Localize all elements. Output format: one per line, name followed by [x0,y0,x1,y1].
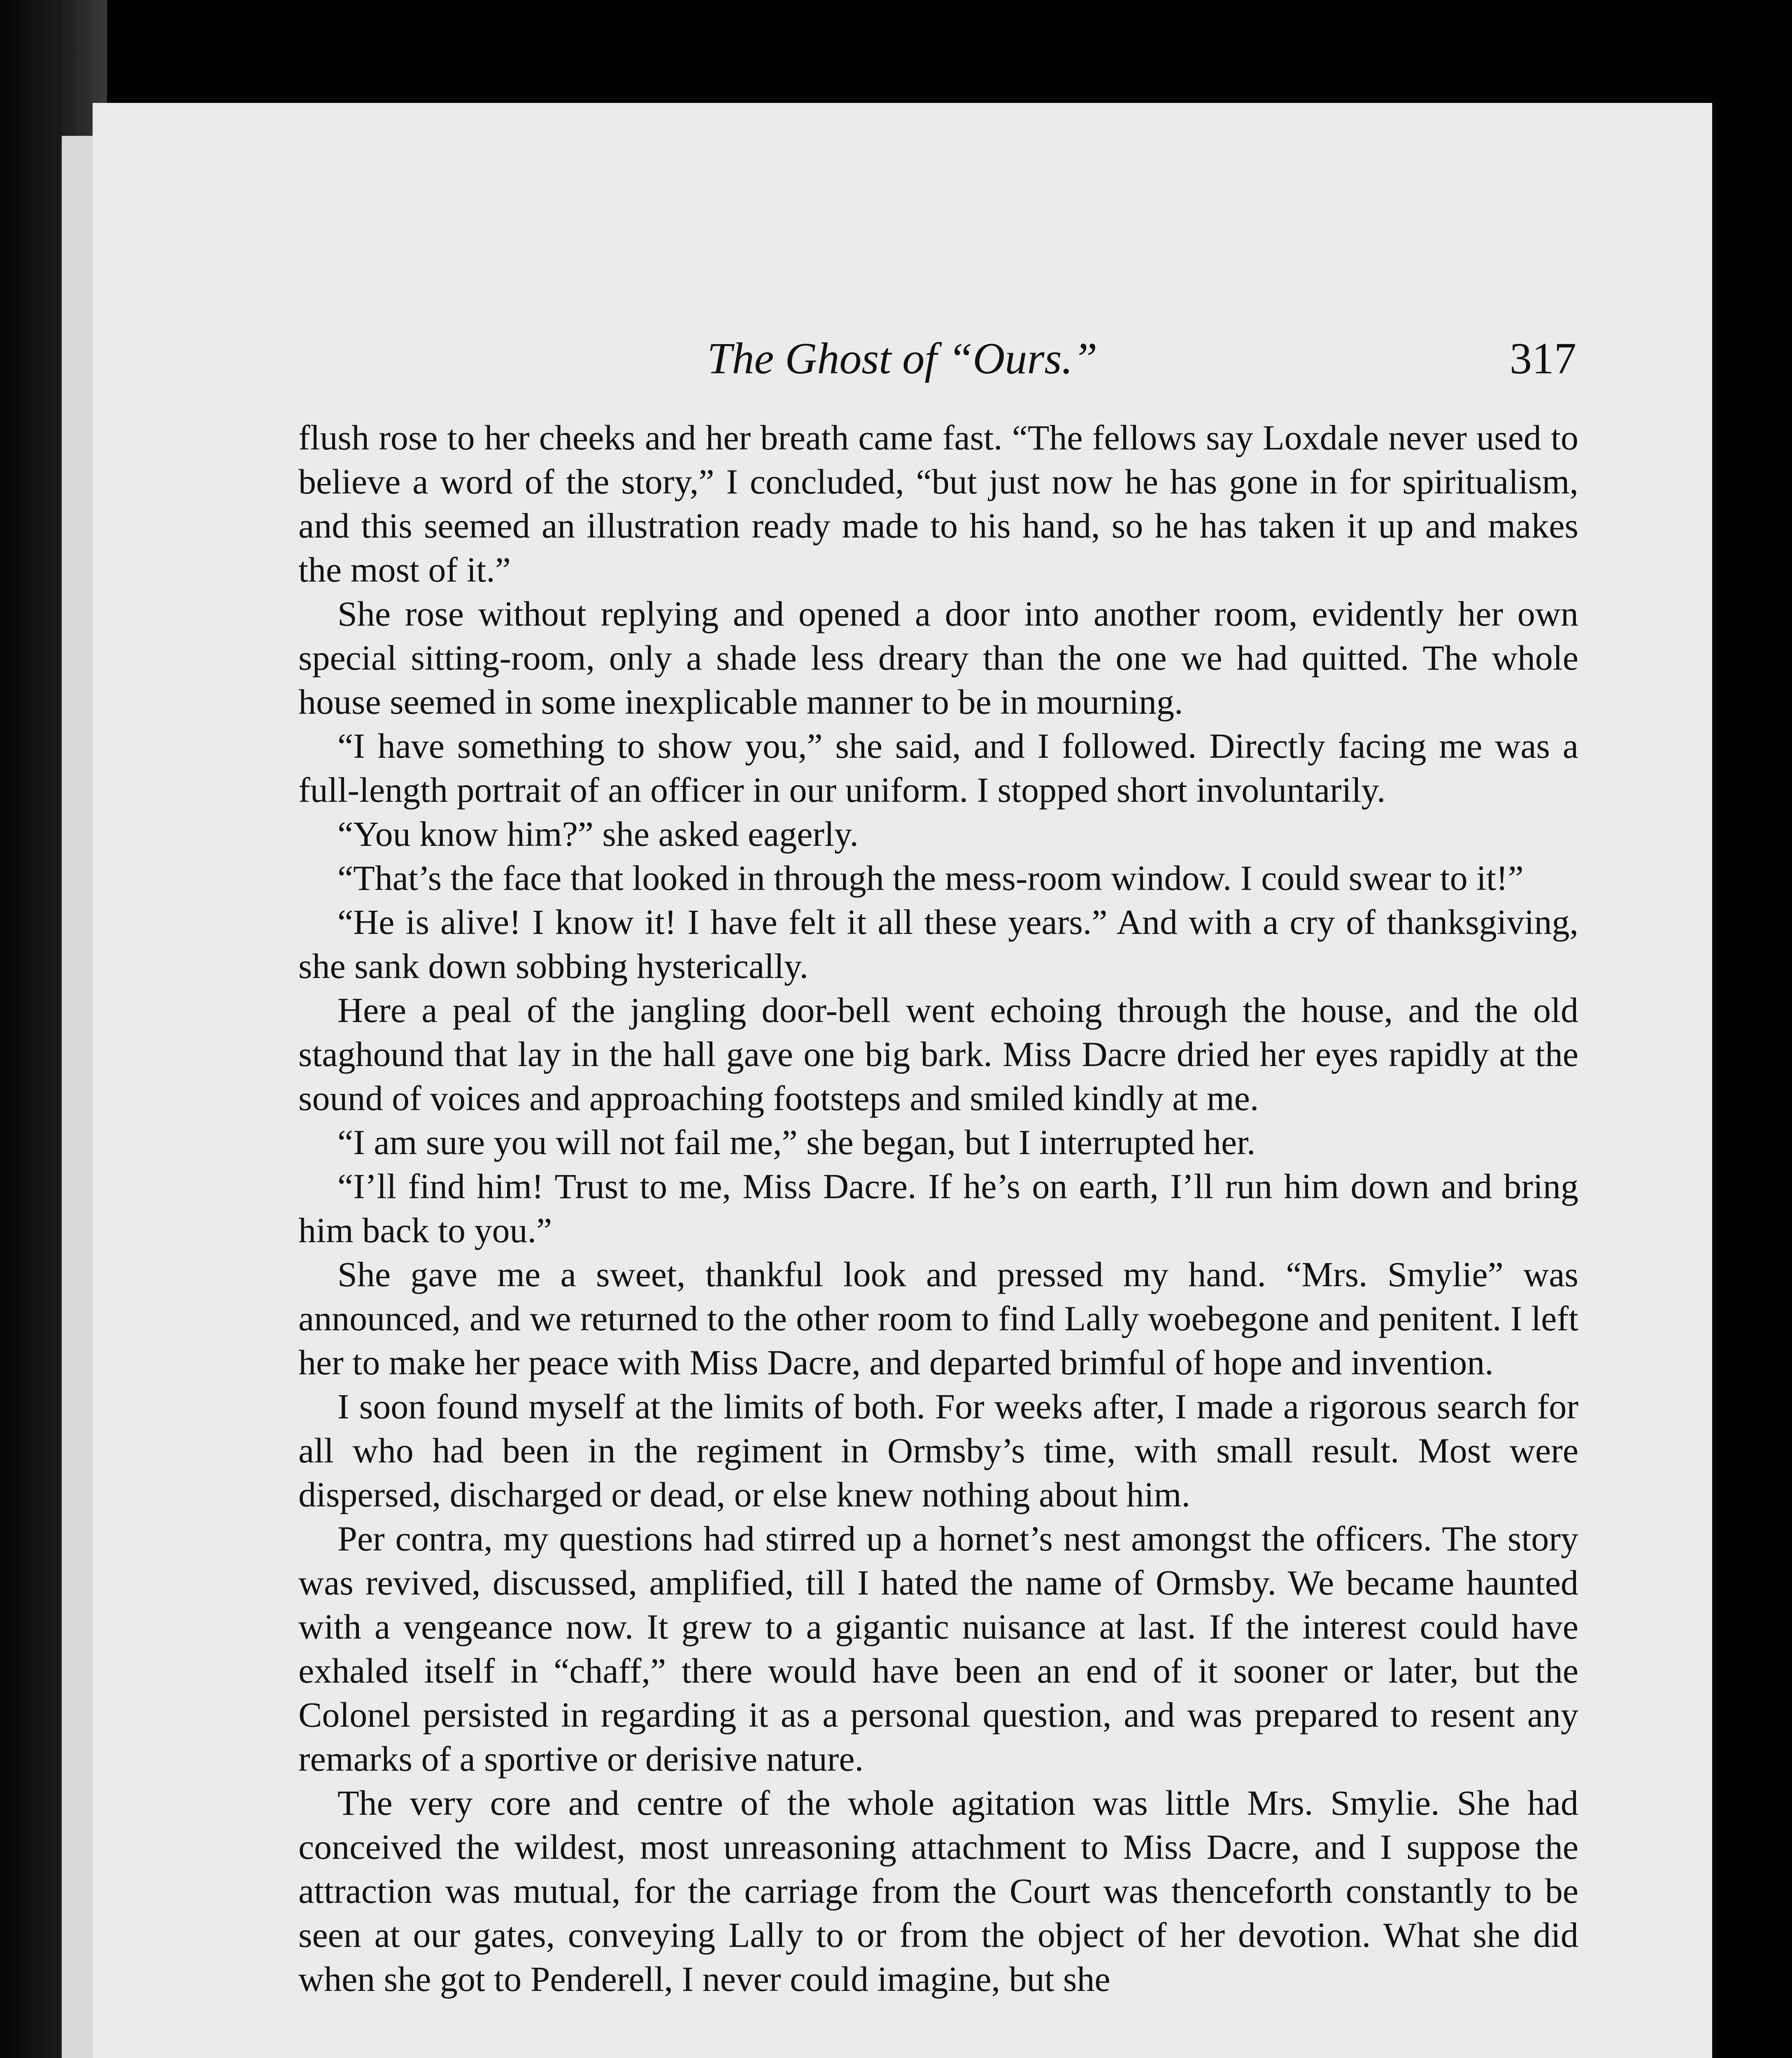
page-number: 317 [1510,334,1576,383]
body-text [298,416,1578,2001]
paragraph: The very core and centre of the whole agitation was little Mrs. Smylie. She had conceived the wildest, most unreasoning attachment to Miss Dacre, and I suppose the attraction was mutual, for the carriage from the Court was thenceforth constantly to be seen at our gates, conveying Lally to or from the object of her devotion. What she did when she got to Penderell, I never could imagine, but she [298,1783,1578,1999]
paragraph: “You know him?” she asked eagerly. [337,814,859,854]
facing-page-edge [62,136,93,2058]
paragraph: flush rose to her cheeks and her breath came fast. “The fellows say Loxdale never used to believe a word of the story,” I concluded, “but just now he has gone in for spiritualism, and this seemed an illustration ready made to his hand, so he has taken it up and makes the most of it.” [298,418,1578,589]
paragraph: I soon found myself at the limits of both. For weeks after, I made a rigorous search for all who had been in the regiment in Ormsby’s time, with small result. Most were dispersed, discharged or dead, or else knew nothing about him. [298,1387,1578,1514]
paragraph: Per contra, my questions had stirred up a hornet’s nest amongst the officers. The story was revived, discussed, amplified, till I hated the name of Ormsby. We became haunted with a vengeance now. It grew to a gigantic nuisance at last. If the interest could have exhaled itself in “chaff,” there would have been an end of it sooner or later, but the Colonel persisted in regarding it as a personal question, and was prepared to resent any remarks of a sportive or derisive nature. [298,1519,1578,1779]
paragraph: “I have something to show you,” she said, and I followed. Directly facing me was a full-length portrait of an officer in our uniform. I stopped short involuntarily. [298,726,1578,810]
paragraph: She rose without replying and opened a door into another room, evidently her own special sitting-room, only a shade less dreary than the one we had quitted. The whole house seemed in some inexplicable manner to be in mourning. [298,594,1578,722]
paragraph: “I am sure you will not fail me,” she began, but I interrupted her. [337,1122,1256,1162]
paragraph: Here a peal of the jangling door-bell went echoing through the house, and the old staghound that lay in the hall gave one big bark. Miss Dacre dried her eyes rapidly at the sound of voices and approaching footsteps and smiled kindly at me. [298,990,1578,1118]
paragraph: “I’ll find him! Trust to me, Miss Dacre. If he’s on earth, I’ll run him down and bring him back to you.” [298,1166,1578,1250]
paragraph: She gave me a sweet, thankful look and pressed my hand. “Mrs. Smylie” was announced, and we returned to the other room to find Lally woebegone and penitent. I left her to make her peace with Miss Dacre, and departed brimful of hope and invention. [298,1255,1578,1382]
book-page [93,103,1712,2058]
paragraph: “He is alive! I know it! I have felt it all these years.” And with a cry of thanksgiving, she sank down sobbing hysterically. [298,902,1578,986]
running-head [93,333,1712,391]
running-title: The Ghost of “Ours.” [707,334,1098,383]
paragraph: “That’s the face that looked in through the mess-room window. I could swear to it!” [337,858,1524,898]
